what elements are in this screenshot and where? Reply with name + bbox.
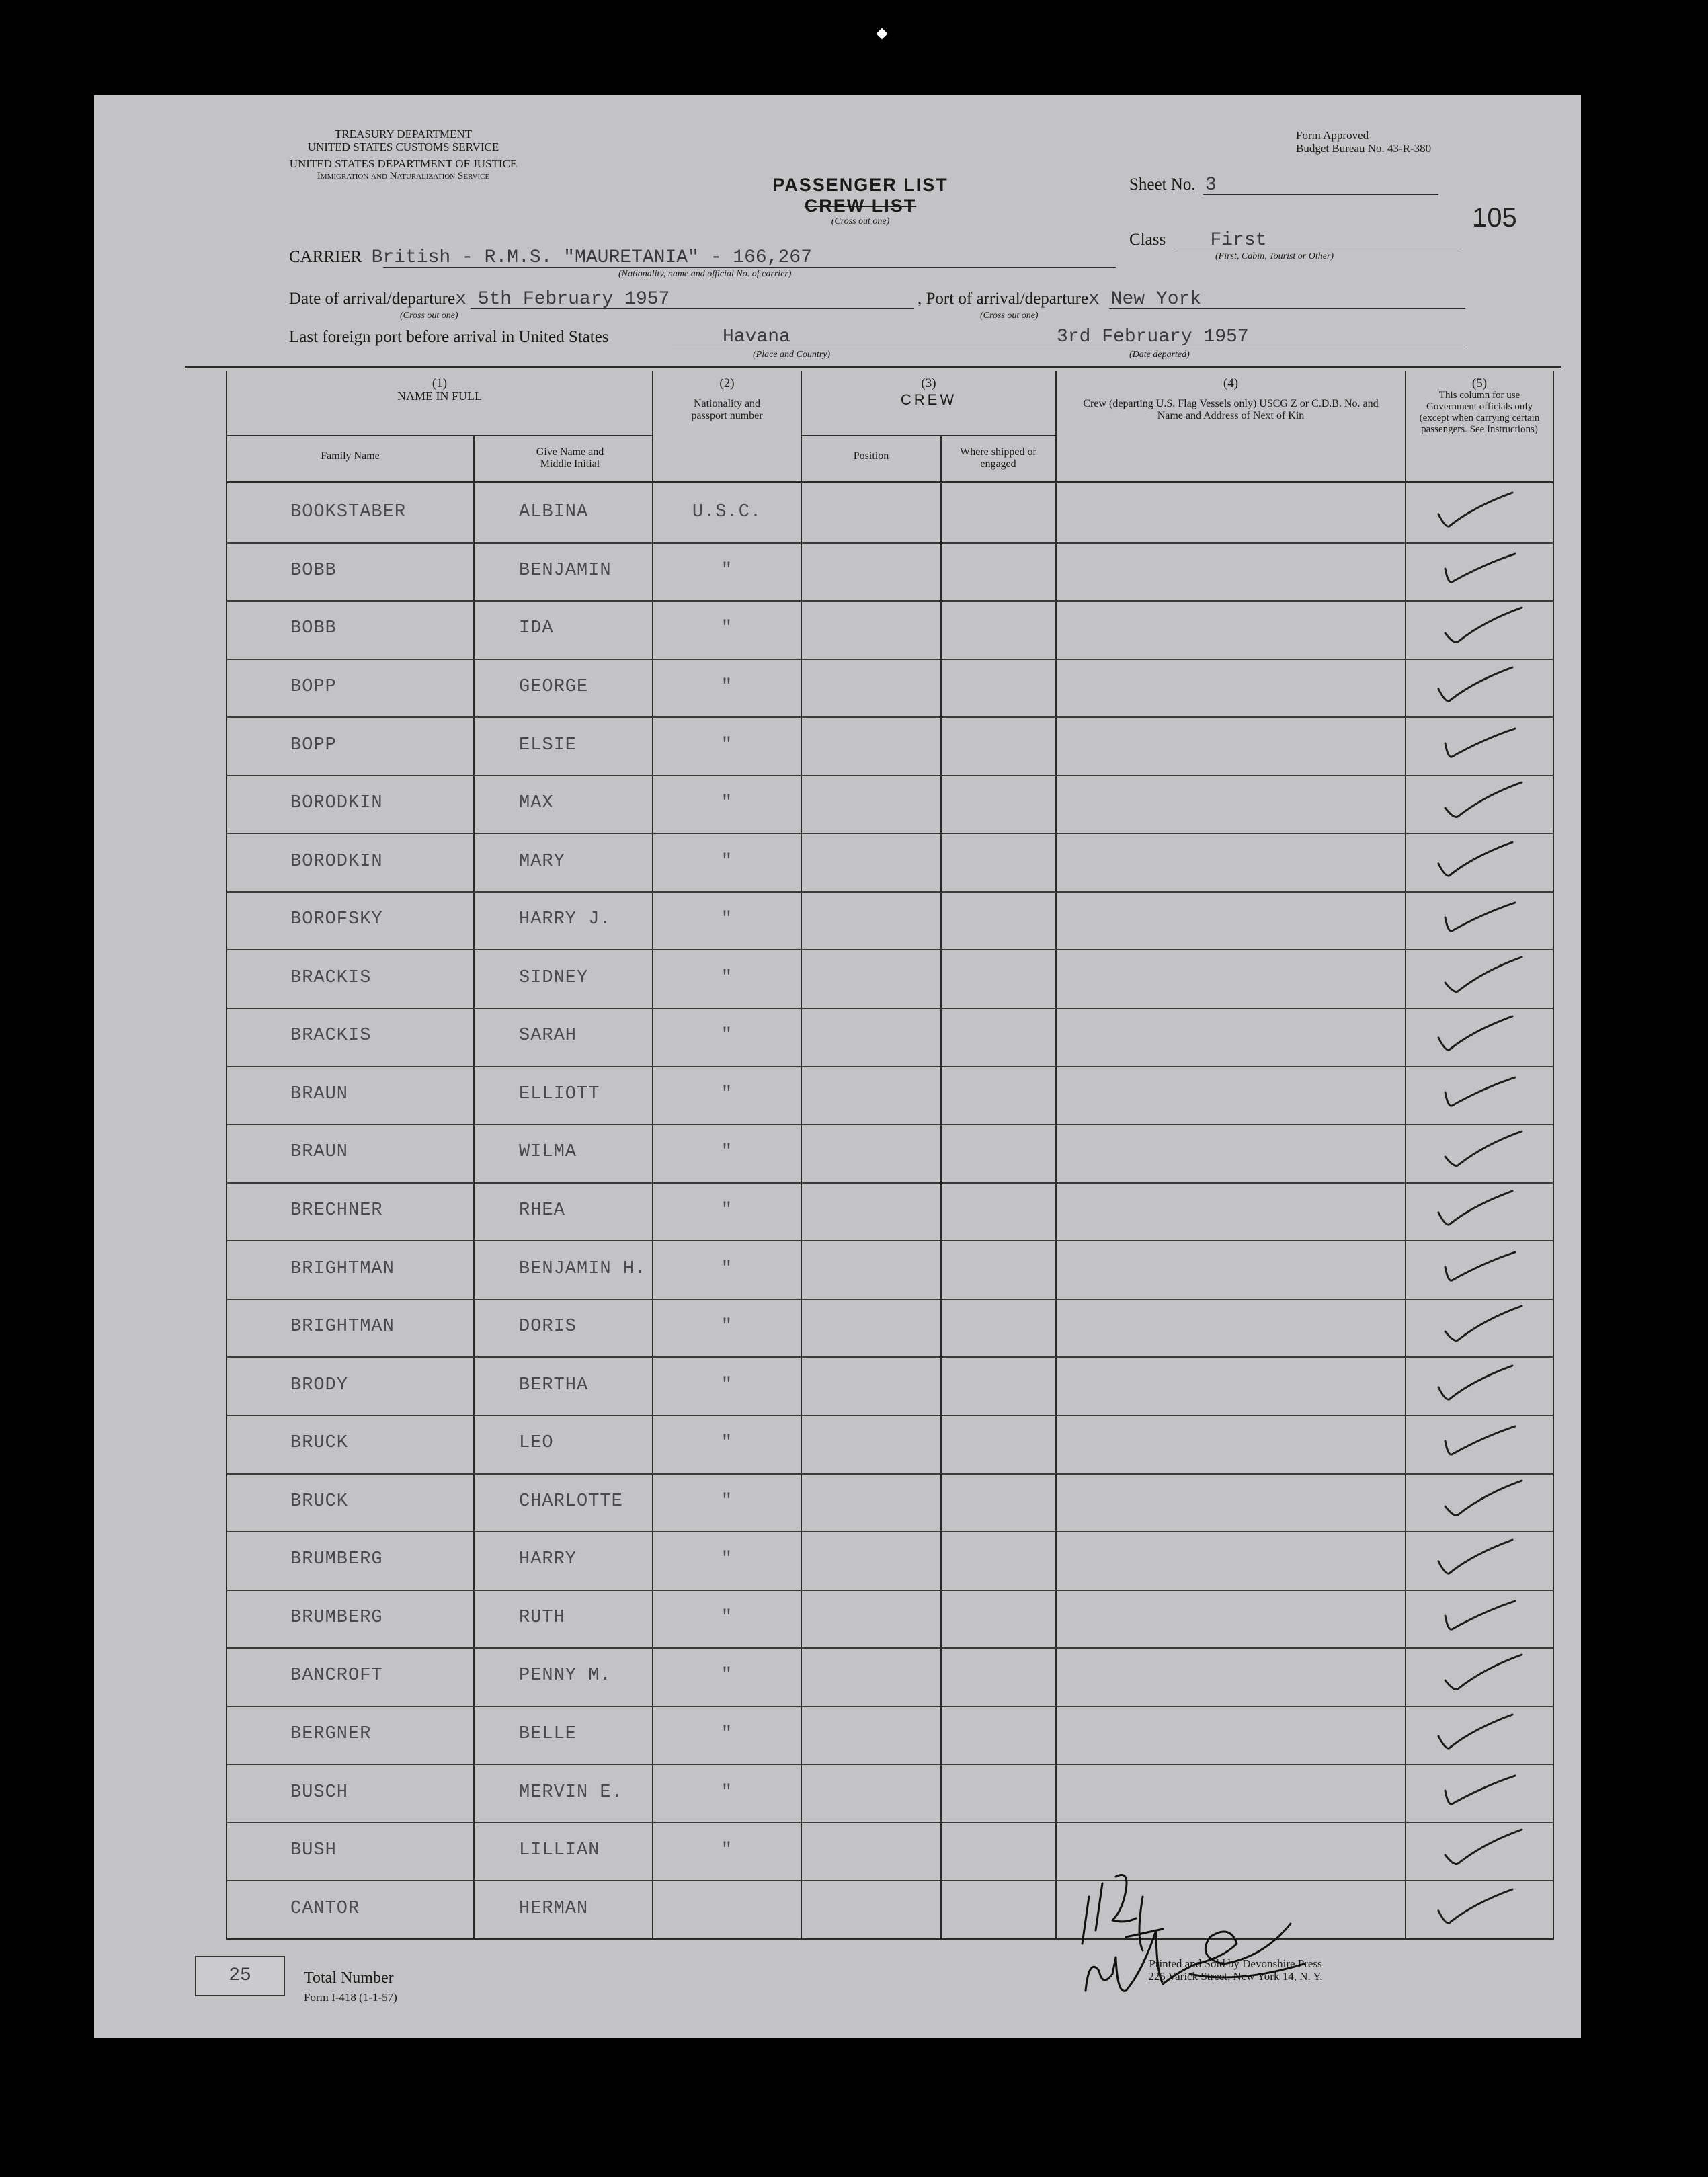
- family-name-cell: BORODKIN: [290, 852, 383, 872]
- check-mark-icon: [1432, 837, 1519, 884]
- check-mark-icon: [1432, 1186, 1519, 1233]
- given-name-cell: CHARLOTTE: [519, 1491, 623, 1512]
- crew-list-title: CREW LIST: [804, 196, 917, 216]
- nationality-cell: ": [721, 852, 733, 872]
- carrier-label: CARRIER: [289, 248, 362, 266]
- family-name-cell: BUSCH: [290, 1782, 349, 1803]
- title-note: (Cross out one): [831, 216, 890, 227]
- row-divider: [227, 1240, 1553, 1241]
- col-line-family-given: [473, 435, 475, 1938]
- check-mark-icon: [1432, 1360, 1519, 1407]
- row-divider: [227, 600, 1553, 602]
- row-divider: [227, 775, 1553, 776]
- check-mark-icon: [1432, 487, 1519, 534]
- row-divider: [227, 1356, 1553, 1358]
- row-divider: [227, 1182, 1553, 1184]
- nationality-cell: ": [721, 1549, 733, 1569]
- row-divider: [227, 1531, 1553, 1532]
- last-port-place: Havana: [723, 327, 790, 347]
- family-name-cell: BRIGHTMAN: [290, 1259, 395, 1279]
- family-name-cell: BOROFSKY: [290, 909, 383, 930]
- check-mark-icon: [1436, 895, 1523, 942]
- nationality-cell: ": [721, 1200, 733, 1221]
- check-mark-icon: [1436, 1593, 1523, 1640]
- col-line-nat-crew: [801, 371, 802, 1938]
- last-port-place-note: (Place and Country): [753, 350, 831, 360]
- budget-bureau: Budget Bureau No. 43-R-380: [1296, 142, 1432, 155]
- col3-header: [802, 378, 1055, 406]
- dept-justice: UNITED STATES DEPARTMENT OF JUSTICE: [289, 157, 518, 170]
- nationality-cell: ": [721, 1259, 733, 1279]
- family-name-cell: CANTOR: [290, 1899, 360, 1919]
- check-mark-icon: [1432, 1534, 1519, 1582]
- scan-mark: [877, 28, 888, 40]
- nationality-cell: ": [721, 1724, 733, 1744]
- given-name-cell: MAX: [519, 793, 554, 813]
- given-name-cell: IDA: [519, 618, 554, 639]
- nationality-cell: ": [721, 909, 733, 930]
- given-name-cell: BERTHA: [519, 1375, 589, 1395]
- nationality-cell: ": [721, 1026, 733, 1046]
- family-name-cell: BRODY: [290, 1375, 349, 1395]
- check-mark-icon: [1440, 1127, 1527, 1174]
- port-label: Port of arrival/departure: [926, 290, 1089, 308]
- row-divider: [227, 833, 1553, 834]
- family-name-cell: BRIGHTMAN: [290, 1317, 395, 1337]
- col3-title: CREW: [900, 391, 957, 408]
- col1-given-header: Give Name and Middle Initial: [536, 446, 604, 470]
- col5-number: (5): [1471, 376, 1488, 391]
- check-mark-icon: [1436, 1244, 1523, 1291]
- form-title: [739, 175, 981, 227]
- port-row: , Port of arrival/departurex New York: [918, 289, 1202, 310]
- check-mark-icon: [1440, 1825, 1527, 1873]
- check-mark-icon: [1436, 1768, 1523, 1815]
- carrier-value: British - R.M.S. "MAURETANIA" - 166,267: [371, 247, 812, 268]
- check-mark-icon: [1440, 778, 1527, 825]
- dept-treasury: TREASURY DEPARTMENT: [334, 128, 473, 140]
- arrival-date-value: x 5th February 1957: [455, 289, 670, 310]
- total-label: Total Number: [304, 1969, 394, 1987]
- col1-title: NAME IN FULL: [397, 389, 482, 403]
- table-top-rule: [185, 366, 1561, 368]
- class-row: [1129, 230, 1266, 251]
- given-name-cell: SARAH: [519, 1026, 577, 1046]
- col4-header: [1057, 378, 1405, 422]
- nationality-cell: ": [721, 1084, 733, 1104]
- check-mark-icon: [1436, 1069, 1523, 1116]
- given-name-cell: HERMAN: [519, 1899, 589, 1919]
- nationality-cell: ": [721, 1433, 733, 1453]
- given-name-cell: BELLE: [519, 1724, 577, 1744]
- row-divider: [227, 542, 1553, 544]
- family-name-cell: BRECHNER: [290, 1200, 383, 1221]
- given-name-cell: WILMA: [519, 1142, 577, 1162]
- given-name-cell: PENNY M.: [519, 1666, 612, 1686]
- class-label: Class: [1129, 231, 1166, 249]
- sheet-value: 3: [1205, 175, 1217, 196]
- col2-title: Nationality and passport number: [691, 398, 763, 421]
- col1-number: (1): [432, 376, 448, 391]
- last-port-date: 3rd February 1957: [1057, 327, 1249, 347]
- given-name-cell: GEORGE: [519, 677, 589, 697]
- nationality-cell: ": [721, 1608, 733, 1628]
- row-divider: [227, 1590, 1553, 1591]
- row-divider: [227, 1706, 1553, 1707]
- header-departments: [269, 128, 538, 183]
- family-name-cell: BRUCK: [290, 1491, 349, 1512]
- col-line-crew-kin: [1055, 371, 1057, 1938]
- family-name-cell: BRAUN: [290, 1084, 349, 1104]
- family-name-cell: BOBB: [290, 561, 337, 581]
- nationality-cell: ": [721, 677, 733, 697]
- last-port-label: Last foreign port before arrival in United States: [289, 328, 609, 346]
- given-name-cell: LEO: [519, 1433, 554, 1453]
- row-divider: [227, 1008, 1553, 1009]
- port-value: x New York: [1088, 289, 1202, 310]
- check-mark-icon: [1440, 953, 1527, 1000]
- given-name-cell: LILLIAN: [519, 1840, 600, 1860]
- given-name-cell: BENJAMIN H.: [519, 1259, 647, 1279]
- family-name-cell: BRUCK: [290, 1433, 349, 1453]
- given-name-cell: ELLIOTT: [519, 1084, 600, 1104]
- arrival-date-label: Date of arrival/departure: [289, 290, 456, 308]
- nationality-cell: ": [721, 1491, 733, 1512]
- sheet-underline: [1203, 194, 1438, 195]
- arrival-date-underline: [471, 308, 914, 309]
- nationality-cell: ": [721, 1317, 733, 1337]
- family-name-cell: BUSH: [290, 1840, 337, 1860]
- arrival-date-row: [289, 289, 669, 310]
- check-mark-icon: [1440, 1477, 1527, 1524]
- form-sheet: [94, 95, 1581, 2038]
- row-divider: [227, 659, 1553, 660]
- family-name-cell: BRUMBERG: [290, 1549, 383, 1569]
- row-divider: [227, 1764, 1553, 1765]
- family-name-cell: BOOKSTABER: [290, 502, 407, 522]
- carrier-note: (Nationality, name and official No. of carrier): [618, 269, 792, 279]
- nationality-cell: ": [721, 1666, 733, 1686]
- family-name-cell: BANCROFT: [290, 1666, 383, 1686]
- last-port-date-note: (Date departed): [1129, 350, 1190, 360]
- col4-title: Crew (departing U.S. Flag Vessels only) USCG Z or C.D.B. No. and Name and Address of Next of Kin: [1083, 398, 1379, 421]
- col1-header: [227, 378, 652, 402]
- class-value: First: [1210, 230, 1267, 251]
- check-mark-icon: [1432, 662, 1519, 709]
- family-name-cell: BOBB: [290, 618, 337, 639]
- printer-line-2: 225 Varick Street, New York 14, N. Y.: [1148, 1970, 1323, 1983]
- nationality-cell: ": [721, 793, 733, 813]
- dept-customs: UNITED STATES CUSTOMS SERVICE: [307, 140, 499, 153]
- col1-family-header: Family Name: [321, 450, 380, 462]
- col-line-left: [226, 371, 227, 1938]
- nationality-cell: ": [721, 1782, 733, 1803]
- handwritten-signature: [1062, 1856, 1438, 2018]
- nationality-cell: ": [721, 1375, 733, 1395]
- nationality-cell: ": [721, 968, 733, 988]
- given-name-cell: HARRY: [519, 1549, 577, 1569]
- row-divider: [227, 716, 1553, 718]
- col4-number: (4): [1223, 376, 1239, 391]
- col3-shipped-header: Where shipped or engaged: [960, 446, 1036, 470]
- given-name-cell: MARY: [519, 852, 565, 872]
- col-line-position-shipped: [940, 435, 942, 1938]
- carrier-row: [289, 247, 812, 268]
- row-divider: [227, 1066, 1553, 1067]
- check-mark-icon: [1440, 1302, 1527, 1349]
- sheet-label: Sheet No.: [1129, 175, 1196, 194]
- family-name-cell: BRAUN: [290, 1142, 349, 1162]
- nationality-cell: U.S.C.: [692, 502, 762, 522]
- printer-line-1: Printed and Sold by Devonshire Press: [1149, 1957, 1322, 1970]
- family-name-cell: BRACKIS: [290, 1026, 372, 1046]
- sheet-number-row: [1129, 175, 1217, 196]
- given-name-cell: DORIS: [519, 1317, 577, 1337]
- carrier-underline: [383, 267, 1116, 268]
- family-name-cell: BORODKIN: [290, 793, 383, 813]
- family-name-cell: BOPP: [290, 677, 337, 697]
- given-name-cell: ELSIE: [519, 735, 577, 755]
- given-name-cell: MERVIN E.: [519, 1782, 623, 1803]
- header-approval: [1296, 129, 1457, 155]
- nationality-cell: ": [721, 1840, 733, 1860]
- nationality-cell: ": [721, 735, 733, 755]
- row-divider: [227, 1647, 1553, 1649]
- total-value: 25: [229, 1965, 251, 1986]
- check-mark-icon: [1436, 1418, 1523, 1465]
- check-mark-icon: [1440, 604, 1527, 651]
- header-sub-rule-name: [227, 435, 652, 436]
- check-mark-icon: [1432, 1709, 1519, 1756]
- check-mark-icon: [1436, 721, 1523, 768]
- passenger-list-title: PASSENGER LIST: [772, 175, 948, 195]
- page-number: 105: [1472, 203, 1517, 233]
- row-divider: [227, 1124, 1553, 1125]
- given-name-cell: HARRY J.: [519, 909, 612, 930]
- check-mark-icon: [1432, 1884, 1519, 1931]
- row-divider: [227, 949, 1553, 950]
- row-divider: [227, 1473, 1553, 1475]
- col5-header: [1406, 378, 1553, 436]
- family-name-cell: BRUMBERG: [290, 1608, 383, 1628]
- row-divider: [227, 1415, 1553, 1416]
- port-underline: [1109, 308, 1465, 309]
- form-approved: Form Approved: [1296, 129, 1369, 142]
- nationality-cell: ": [721, 1142, 733, 1162]
- class-note: (First, Cabin, Tourist or Other): [1215, 251, 1334, 261]
- last-port-row: [289, 328, 609, 347]
- col3-position-header: Position: [853, 450, 889, 462]
- header-bottom-rule: [227, 481, 1553, 483]
- check-mark-icon: [1432, 1011, 1519, 1058]
- col5-title: This column for use Government officials only (except when carrying certain passengers. See Instructions): [1419, 390, 1540, 435]
- given-name-cell: SIDNEY: [519, 968, 589, 988]
- given-name-cell: RUTH: [519, 1608, 565, 1628]
- check-mark-icon: [1440, 1651, 1527, 1698]
- nationality-cell: ": [721, 561, 733, 581]
- arrival-date-note: (Cross out one): [400, 311, 458, 321]
- family-name-cell: BRACKIS: [290, 968, 372, 988]
- col3-number: (3): [921, 376, 936, 391]
- family-name-cell: BERGNER: [290, 1724, 372, 1744]
- family-name-cell: BOPP: [290, 735, 337, 755]
- row-divider: [227, 1299, 1553, 1300]
- dept-immigration: Immigration and Naturalization Service: [317, 171, 490, 181]
- port-note: (Cross out one): [980, 311, 1039, 321]
- total-box: [195, 1956, 285, 1996]
- col2-number: (2): [719, 376, 735, 391]
- given-name-cell: BENJAMIN: [519, 561, 612, 581]
- col2-header: [653, 378, 801, 422]
- given-name-cell: ALBINA: [519, 502, 589, 522]
- col-line-right: [1553, 371, 1554, 1938]
- given-name-cell: RHEA: [519, 1200, 565, 1221]
- col-line-kin-official: [1405, 371, 1406, 1938]
- header-sub-rule-crew: [802, 435, 1055, 436]
- row-divider: [227, 1822, 1553, 1823]
- form-number: Form I-418 (1-1-57): [304, 1991, 397, 2004]
- nationality-cell: ": [721, 618, 733, 639]
- check-mark-icon: [1436, 546, 1523, 593]
- row-divider: [227, 891, 1553, 893]
